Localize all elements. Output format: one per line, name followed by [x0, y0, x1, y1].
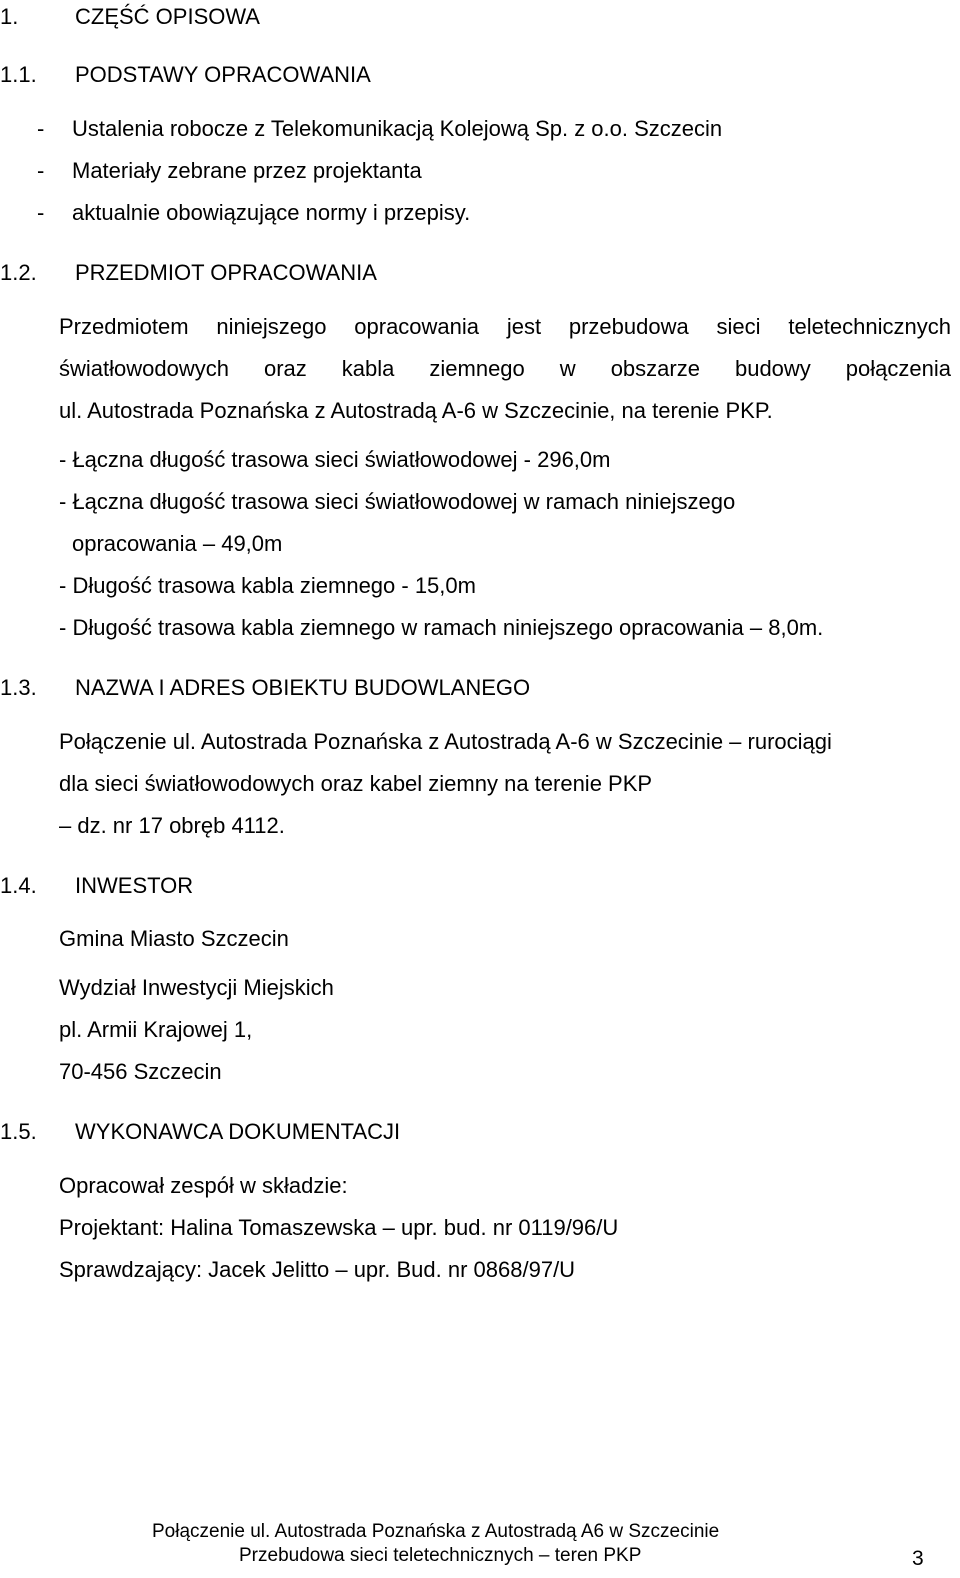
object-line: Połączenie ul. Autostrada Poznańska z Autostradą A-6 w Szczecinie – rurociągi: [59, 729, 832, 754]
investor-line: Wydział Inwestycji Miejskich: [59, 975, 334, 1000]
paragraph-line: ul. Autostrada Poznańska z Autostradą A-6 w Szczecinie, na terenie PKP.: [59, 398, 773, 423]
section-1-3-number: 1.3.: [0, 675, 37, 700]
length-item: - Długość trasowa kabla ziemnego - 15,0m: [59, 573, 476, 598]
paragraph-line: światłowodowych oraz kabla ziemnego w obszarze budowy połączenia: [59, 356, 951, 381]
list-item: Ustalenia robocze z Telekomunikacją Kolejową Sp. z o.o. Szczecin: [72, 116, 723, 141]
section-1-4-title: INWESTOR: [75, 873, 194, 898]
footer-line-1: Połączenie ul. Autostrada Poznańska z Autostradą A6 w Szczecinie: [152, 1521, 720, 1542]
section-1-1-number: 1.1.: [0, 62, 37, 87]
section-1-number: 1.: [0, 4, 19, 29]
team-line: Opracował zespół w składzie:: [59, 1173, 348, 1198]
section-1-4-number: 1.4.: [0, 873, 37, 898]
section-1-3-title: NAZWA I ADRES OBIEKTU BUDOWLANEGO: [75, 675, 531, 700]
list-item-dash: -: [37, 158, 45, 183]
section-1-5-number: 1.5.: [0, 1119, 37, 1144]
list-item: Materiały zebrane przez projektanta: [72, 158, 422, 183]
section-1-5-title: WYKONAWCA DOKUMENTACJI: [75, 1119, 401, 1144]
length-item: - Łączna długość trasowa sieci światłowodowej w ramach niniejszego: [59, 489, 736, 514]
section-1-1-title: PODSTAWY OPRACOWANIA: [75, 62, 371, 87]
length-item: - Długość trasowa kabla ziemnego w ramach niniejszego opracowania – 8,0m.: [59, 615, 824, 640]
section-1-2-number: 1.2.: [0, 260, 37, 285]
team-line: Projektant: Halina Tomaszewska – upr. bud. nr 0119/96/U: [59, 1215, 619, 1240]
object-line: – dz. nr 17 obręb 4112.: [59, 813, 285, 838]
list-item: aktualnie obowiązujące normy i przepisy.: [72, 200, 471, 225]
team-line: Sprawdzający: Jacek Jelitto – upr. Bud. nr 0868/97/U: [59, 1257, 576, 1282]
section-1-title: CZĘŚĆ OPISOWA: [75, 4, 260, 29]
section-1-2-title: PRZEDMIOT OPRACOWANIA: [75, 260, 377, 285]
paragraph-line: Przedmiotem niniejszego opracowania jest przebudowa sieci teletechnicznych: [59, 314, 951, 339]
list-item-dash: -: [37, 116, 45, 141]
page-number: 3: [912, 1547, 924, 1570]
investor-line: Gmina Miasto Szczecin: [59, 926, 289, 951]
list-item-dash: -: [37, 200, 45, 225]
footer-line-2: Przebudowa sieci teletechnicznych – teren PKP: [239, 1545, 642, 1566]
investor-line: pl. Armii Krajowej 1,: [59, 1017, 253, 1042]
length-item: opracowania – 49,0m: [72, 531, 283, 556]
length-item: - Łączna długość trasowa sieci światłowodowej - 296,0m: [59, 447, 611, 472]
object-line: dla sieci światłowodowych oraz kabel ziemny na terenie PKP: [59, 771, 653, 796]
investor-line: 70-456 Szczecin: [59, 1059, 222, 1084]
